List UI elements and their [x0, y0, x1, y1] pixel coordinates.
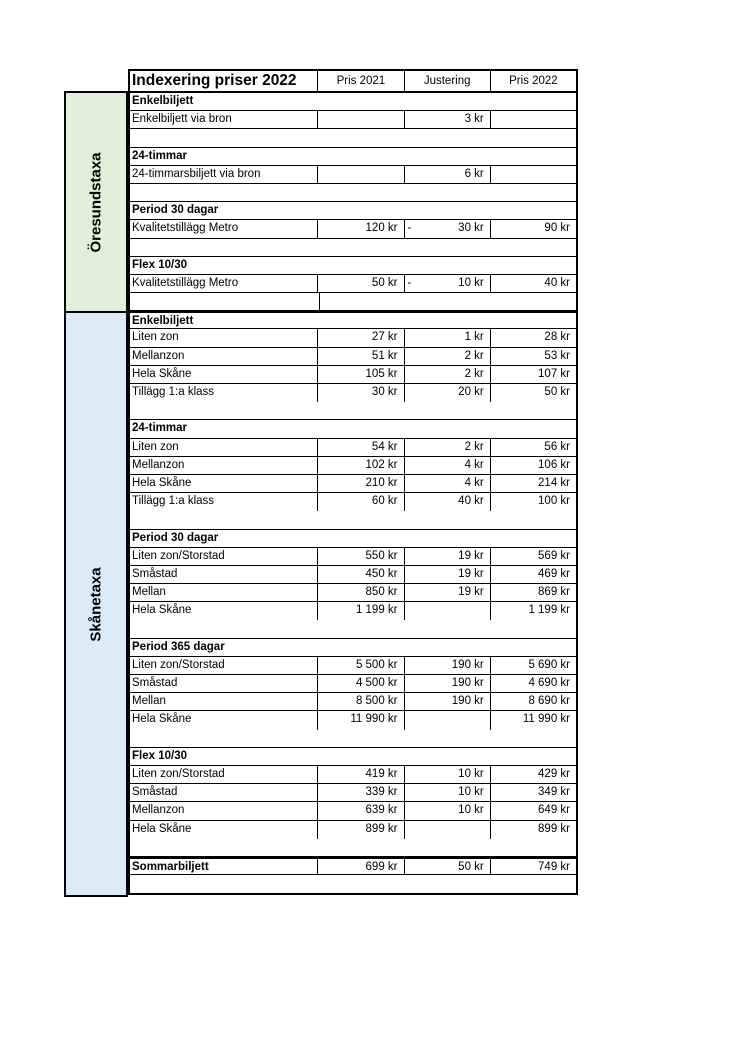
- spacer-row: [130, 129, 576, 147]
- row-label: Mellanzon: [132, 349, 185, 362]
- cell-pris-2022: 106 kr: [490, 457, 576, 474]
- table-row: [130, 566, 576, 584]
- row-label: Sommarbiljett: [132, 860, 209, 873]
- cell-pris-2022: 429 kr: [490, 766, 576, 783]
- row-group-flex: [130, 766, 576, 839]
- section-heading: [130, 639, 576, 657]
- section-heading: [130, 748, 576, 766]
- spacer-row: [130, 511, 576, 529]
- cell-justering: 6 kr: [404, 166, 490, 183]
- spacer-row: [130, 839, 576, 857]
- row-group-period-365: [130, 657, 576, 730]
- row-label: Liten zon/Storstad: [132, 549, 225, 562]
- cell-pris-2021: 5 500 kr: [317, 657, 403, 674]
- cell-justering: 20 kr: [404, 384, 490, 402]
- table-row: [130, 711, 576, 729]
- cell-justering: 2 kr: [404, 348, 490, 365]
- section-title: Flex 10/30: [132, 258, 187, 271]
- minus-sign: -: [407, 276, 412, 289]
- row-label: 24-timmarsbiljett via bron: [132, 167, 261, 180]
- table-row: [130, 821, 576, 839]
- row-label: Mellanzon: [132, 804, 185, 817]
- cell-justering: 3 kr: [404, 111, 490, 128]
- table-row: [130, 802, 576, 820]
- cell-pris-2022: 11 990 kr: [490, 711, 576, 729]
- table-row: [130, 111, 576, 129]
- section-heading: [130, 202, 576, 220]
- cell-pris-2021: 105 kr: [317, 366, 403, 383]
- cell-justering: 10 kr: [404, 766, 490, 783]
- group-label-text: Öresundstaxa: [87, 151, 105, 253]
- row-label: Småstad: [132, 677, 178, 689]
- section-title: Enkelbiljett: [132, 95, 194, 107]
- cell-pris-2021: 120 kr: [317, 220, 403, 237]
- row-label: Liten zon/Storstad: [132, 658, 225, 671]
- cell-justering: 19 kr: [404, 548, 490, 565]
- cell-pris-2021: 11 990 kr: [317, 711, 403, 729]
- cell-pris-2022: [490, 111, 576, 128]
- adjustment-value: 10 kr: [458, 276, 484, 289]
- cell-justering: 190 kr: [404, 693, 490, 710]
- row-group-24-timmar: [130, 439, 576, 512]
- table-row: [130, 584, 576, 602]
- table-row: [130, 220, 576, 238]
- section-title: Period 30 dagar: [132, 531, 219, 544]
- cell-pris-2021: 450 kr: [317, 566, 403, 583]
- cell-justering: [404, 821, 490, 839]
- table-row: [130, 348, 576, 366]
- cell-pris-2022: 349 kr: [490, 784, 576, 801]
- cell-justering: 10 kr: [404, 802, 490, 819]
- cell-justering: 19 kr: [404, 584, 490, 601]
- spacer-row: [130, 620, 576, 638]
- row-group-enkelbiljett: [130, 329, 576, 402]
- section-title: Period 30 dagar: [132, 204, 219, 217]
- cell-justering: 19 kr: [404, 566, 490, 583]
- group-label-skanetaxa: [64, 311, 128, 897]
- cell-pris-2022: 5 690 kr: [490, 657, 576, 674]
- row-label: Liten zon: [132, 440, 179, 453]
- column-header-pris-2021: Pris 2021: [317, 71, 403, 91]
- cell-pris-2022: 899 kr: [490, 821, 576, 839]
- spacer-row: [130, 402, 576, 420]
- cell-justering: 190 kr: [404, 675, 490, 692]
- cell-pris-2021: 54 kr: [317, 439, 403, 456]
- section-heading: [130, 257, 576, 275]
- row-label: Kvalitetstillägg Metro: [132, 276, 239, 289]
- cell-pris-2021: 850 kr: [317, 584, 403, 601]
- table-row: [130, 548, 576, 566]
- cell-pris-2021: [317, 111, 403, 128]
- minus-sign: -: [407, 222, 412, 235]
- cell-justering: 40 kr: [404, 493, 490, 511]
- cell-justering: 4 kr: [404, 475, 490, 492]
- cell-pris-2022: 869 kr: [490, 584, 576, 601]
- cell-pris-2022: 1 199 kr: [490, 602, 576, 620]
- cell-pris-2022: 56 kr: [490, 439, 576, 456]
- cell-justering: 10 kr: [404, 784, 490, 801]
- cell-pris-2021: 639 kr: [317, 802, 403, 819]
- cell-pris-2022: [490, 166, 576, 183]
- section-heading: [130, 311, 576, 329]
- row-label: Enkelbiljett via bron: [132, 113, 232, 126]
- table-row: [130, 439, 576, 457]
- cell-pris-2021: 60 kr: [317, 493, 403, 511]
- cell-pris-2022: 53 kr: [490, 348, 576, 365]
- cell-pris-2021: 899 kr: [317, 821, 403, 839]
- row-label: Tillägg 1:a klass: [132, 386, 215, 398]
- section-heading: [130, 93, 576, 111]
- cell-pris-2022: 4 690 kr: [490, 675, 576, 692]
- row-label: Hela Skåne: [132, 476, 192, 489]
- section-title: 24-timmar: [132, 422, 187, 435]
- table-row-sommarbiljett: [130, 857, 576, 875]
- cell-justering: 2 kr: [404, 366, 490, 383]
- row-label: Småstad: [132, 567, 178, 580]
- spacer-row: [130, 239, 576, 257]
- group-label-oresundstaxa: [64, 91, 128, 312]
- section-title: Enkelbiljett: [132, 315, 194, 328]
- cell-justering: [404, 220, 490, 237]
- column-header-justering: Justering: [404, 71, 490, 91]
- cell-justering: 50 kr: [404, 859, 490, 874]
- cell-pris-2021: 1 199 kr: [317, 602, 403, 620]
- cell-pris-2021: 50 kr: [317, 275, 403, 292]
- row-label: Hela Skåne: [132, 367, 192, 380]
- section-heading: [130, 420, 576, 438]
- spacer-row: [130, 293, 576, 311]
- cell-pris-2021: 550 kr: [317, 548, 403, 565]
- table-row: [130, 457, 576, 475]
- cell-pris-2022: 90 kr: [490, 220, 576, 237]
- row-group-period-30: [130, 548, 576, 621]
- table-row: [130, 166, 576, 184]
- cell-justering: 1 kr: [404, 329, 490, 346]
- cell-pris-2022: 214 kr: [490, 475, 576, 492]
- row-label: Mellan: [132, 586, 166, 599]
- table-row: [130, 475, 576, 493]
- row-label: Mellanzon: [132, 458, 185, 471]
- cell-pris-2021: [317, 166, 403, 183]
- cell-pris-2021: 8 500 kr: [317, 693, 403, 710]
- row-label: Kvalitetstillägg Metro: [132, 222, 239, 235]
- section-heading: [130, 530, 576, 548]
- table-row: [130, 384, 576, 402]
- cell-pris-2022: 28 kr: [490, 329, 576, 346]
- table-row: [130, 329, 576, 347]
- cell-pris-2021: 4 500 kr: [317, 675, 403, 692]
- table-row: [130, 766, 576, 784]
- cell-pris-2022: 8 690 kr: [490, 693, 576, 710]
- row-label: Hela Skåne: [132, 604, 192, 617]
- cell-pris-2021: 27 kr: [317, 329, 403, 346]
- cell-pris-2022: 469 kr: [490, 566, 576, 583]
- cell-pris-2022: 649 kr: [490, 802, 576, 819]
- cell-justering: 190 kr: [404, 657, 490, 674]
- row-label: Småstad: [132, 786, 178, 799]
- table-row: [130, 602, 576, 620]
- cell-justering: 2 kr: [404, 439, 490, 456]
- table-row: [130, 366, 576, 384]
- column-header-pris-2022: Pris 2022: [490, 71, 576, 91]
- cell-pris-2022: 107 kr: [490, 366, 576, 383]
- table-row: [130, 657, 576, 675]
- cell-pris-2021: 210 kr: [317, 475, 403, 492]
- row-label: Hela Skåne: [132, 713, 192, 726]
- row-label: Tillägg 1:a klass: [132, 495, 215, 508]
- table-row: [130, 675, 576, 693]
- cell-pris-2021: 419 kr: [317, 766, 403, 783]
- row-label: Hela Skåne: [132, 822, 192, 835]
- table-row: [130, 784, 576, 802]
- cell-pris-2021: 51 kr: [317, 348, 403, 365]
- cell-pris-2022: 40 kr: [490, 275, 576, 292]
- row-label: Liten zon: [132, 331, 179, 344]
- adjustment-value: 30 kr: [458, 222, 484, 235]
- row-label: Mellan: [132, 695, 166, 708]
- cell-pris-2021: 102 kr: [317, 457, 403, 474]
- spacer-row: [130, 730, 576, 748]
- cell-justering: 4 kr: [404, 457, 490, 474]
- cell-justering: [404, 275, 490, 292]
- cell-pris-2021: 30 kr: [317, 384, 403, 402]
- table-row: [130, 275, 576, 293]
- spacer-row: [130, 875, 576, 893]
- table-row: [130, 493, 576, 511]
- table-row: [130, 693, 576, 711]
- cell-pris-2022: 50 kr: [490, 384, 576, 402]
- section-title: Period 365 dagar: [132, 640, 225, 653]
- cell-justering: [404, 711, 490, 729]
- section-heading: [130, 148, 576, 166]
- cell-pris-2022: 749 kr: [490, 859, 576, 874]
- group-label-text: Skånetaxa: [87, 566, 105, 642]
- cell-pris-2021: 699 kr: [317, 859, 403, 874]
- cell-pris-2022: 100 kr: [490, 493, 576, 511]
- cell-pris-2021: 339 kr: [317, 784, 403, 801]
- cell-pris-2022: 569 kr: [490, 548, 576, 565]
- cell-justering: [404, 602, 490, 620]
- section-title: 24-timmar: [132, 149, 187, 162]
- spacer-row: [130, 184, 576, 202]
- table-header: [130, 71, 576, 93]
- sheet-title: Indexering priser 2022: [132, 72, 297, 89]
- row-label: Liten zon/Storstad: [132, 767, 225, 780]
- price-table: [128, 69, 578, 895]
- section-title: Flex 10/30: [132, 749, 187, 762]
